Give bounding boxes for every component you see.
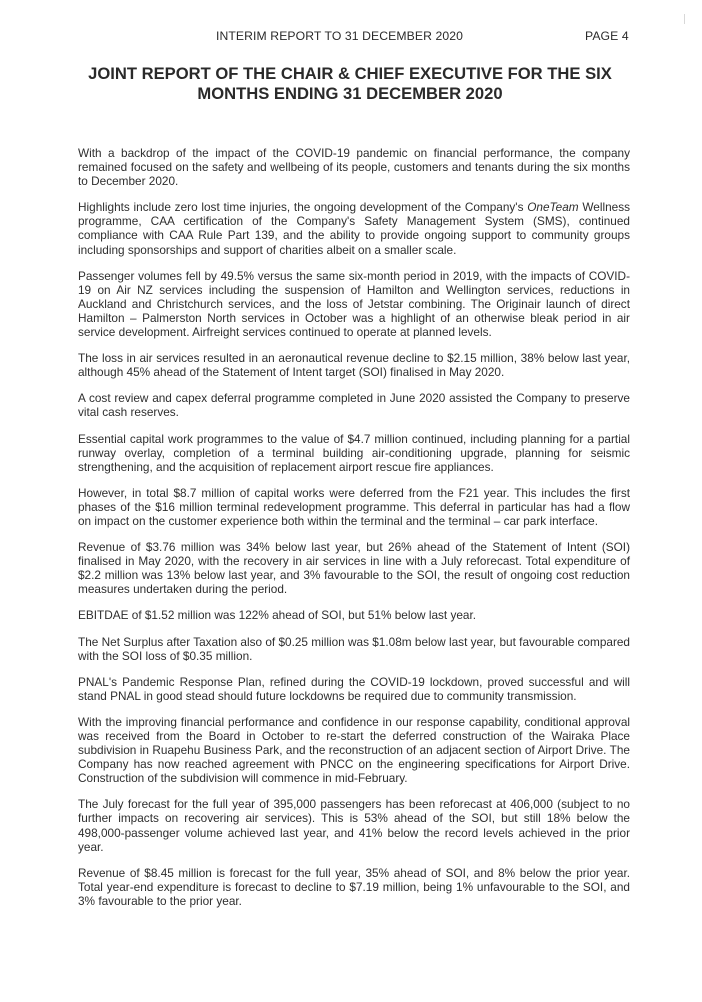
page-header xyxy=(0,29,702,45)
paragraph-aeronautical-revenue: The loss in air services resulted in an aeronautical revenue decline to $2.15 million, 38% below last year, although 45% ahead of the Statement of Intent target (SOI) finalised in May 2020. xyxy=(78,351,630,380)
paragraph-intro: With a backdrop of the impact of the COVID-19 pandemic on financial performance, the company remained focused on the safety and wellbeing of its people, customers and tenants during the six months to December 2020. xyxy=(78,146,630,189)
paragraph-passenger-forecast: The July forecast for the full year of 395,000 passengers has been reforecast at 406,000 (subject to no further impacts on recovering air services). This is 53% ahead of the SOI, but still 18% below the 498,000-passenger volume achieved last year, and 41% below the record levels achieved in the prior year. xyxy=(78,797,630,854)
paragraph-revenue: Revenue of $3.76 million was 34% below last year, but 26% ahead of the Statement of Intent (SOI) finalised in May 2020, with the recovery in air services in line with a July reforecast. Total expenditure of $2.2 million was 13% below last year, and 3% favourable to the SOI, the result of ongoing cost reduction measures undertaken during the period. xyxy=(78,540,630,597)
paragraph-subdivision: With the improving financial performance and confidence in our response capability, conditional approval was received from the Board in October to re-start the deferred construction of the Wairaka Place subdivision in Ruapehu Business Park, and the reconstruction of an adjacent section of Airport Drive. The Company has now reached agreement with PNCC on the engineering specifications for Airport Drive. Construction of the subdivision will commence in mid-February. xyxy=(78,714,630,786)
highlights-lead: Highlights include zero lost time injuries, the ongoing development of the Company's xyxy=(78,200,524,215)
paragraph-revenue-forecast: Revenue of $8.45 million is forecast for the full year, 35% ahead of SOI, and 8% below the prior year. Total year-end expenditure is forecast to decline to $7.19 million, being 1% unfavourable to the SOI, and 3% favourable to the prior year. xyxy=(78,865,630,908)
paragraph-pandemic-plan: PNAL's Pandemic Response Plan, refined during the COVID-19 lockdown, proved successful and will stand PNAL in good stead should future lockdowns be required due to community transmission. xyxy=(78,674,630,703)
report-title: INTERIM REPORT TO 31 DECEMBER 2020 xyxy=(216,29,463,43)
highlights-rest: Wellness programme, CAA certification of the Company's Safety Management System (SMS), continued compliance with CAA Rule Part 139, and the ability to provide ongoing support to community groups including sponsorships and support of charities albeit on a smaller scale. xyxy=(78,200,630,257)
paragraph-highlights xyxy=(78,200,630,256)
margin-mark xyxy=(684,14,685,24)
paragraph-cost-review: A cost review and capex deferral programme completed in June 2020 assisted the Company to preserve vital cash reserves. xyxy=(78,391,630,420)
paragraph-ebitdae: EBITDAE of $1.52 million was 122% ahead of SOI, but 51% below last year. xyxy=(78,608,477,623)
page-title-line-2: MONTHS ENDING 31 DECEMBER 2020 xyxy=(197,84,503,103)
paragraph-net-surplus: The Net Surplus after Taxation also of $0.25 million was $1.08m below last year, but favourable compared with the SOI loss of $0.35 million. xyxy=(78,634,630,663)
page-title-line-1: JOINT REPORT OF THE CHAIR & CHIEF EXECUTIVE FOR THE SIX xyxy=(88,64,612,83)
paragraph-passenger-volumes: Passenger volumes fell by 49.5% versus the same six-month period in 2019, with the impacts of COVID-19 on Air NZ services including the suspension of Hamilton and Wellington services, reductions in Auckland and Christchurch services, and the loss of Jetstar combining. The Originair launch of direct Hamilton – Palmerston North services in October was a highlight of an otherwise bleak period in air service development. Airfreight services continued to operate at planned levels. xyxy=(78,268,630,340)
paragraph-capital-works: Essential capital work programmes to the value of $4.7 million continued, including planning for a partial runway overlay, completion of a terminal building air-conditioning upgrade, planning for seismic strengthening, and the acquisition of replacement airport rescue fire appliances. xyxy=(78,431,630,474)
report-body xyxy=(78,146,630,920)
page-number: PAGE 4 xyxy=(585,29,629,43)
paragraph-deferred-works: However, in total $8.7 million of capital works were deferred from the F21 year. This includes the first phases of the $16 million terminal redevelopment programme. This deferral in particular has had a flow on impact on the customer experience both within the terminal and the terminal – car park interface. xyxy=(78,485,630,528)
page-title xyxy=(60,64,640,104)
oneteam-term: OneTeam xyxy=(527,200,579,215)
